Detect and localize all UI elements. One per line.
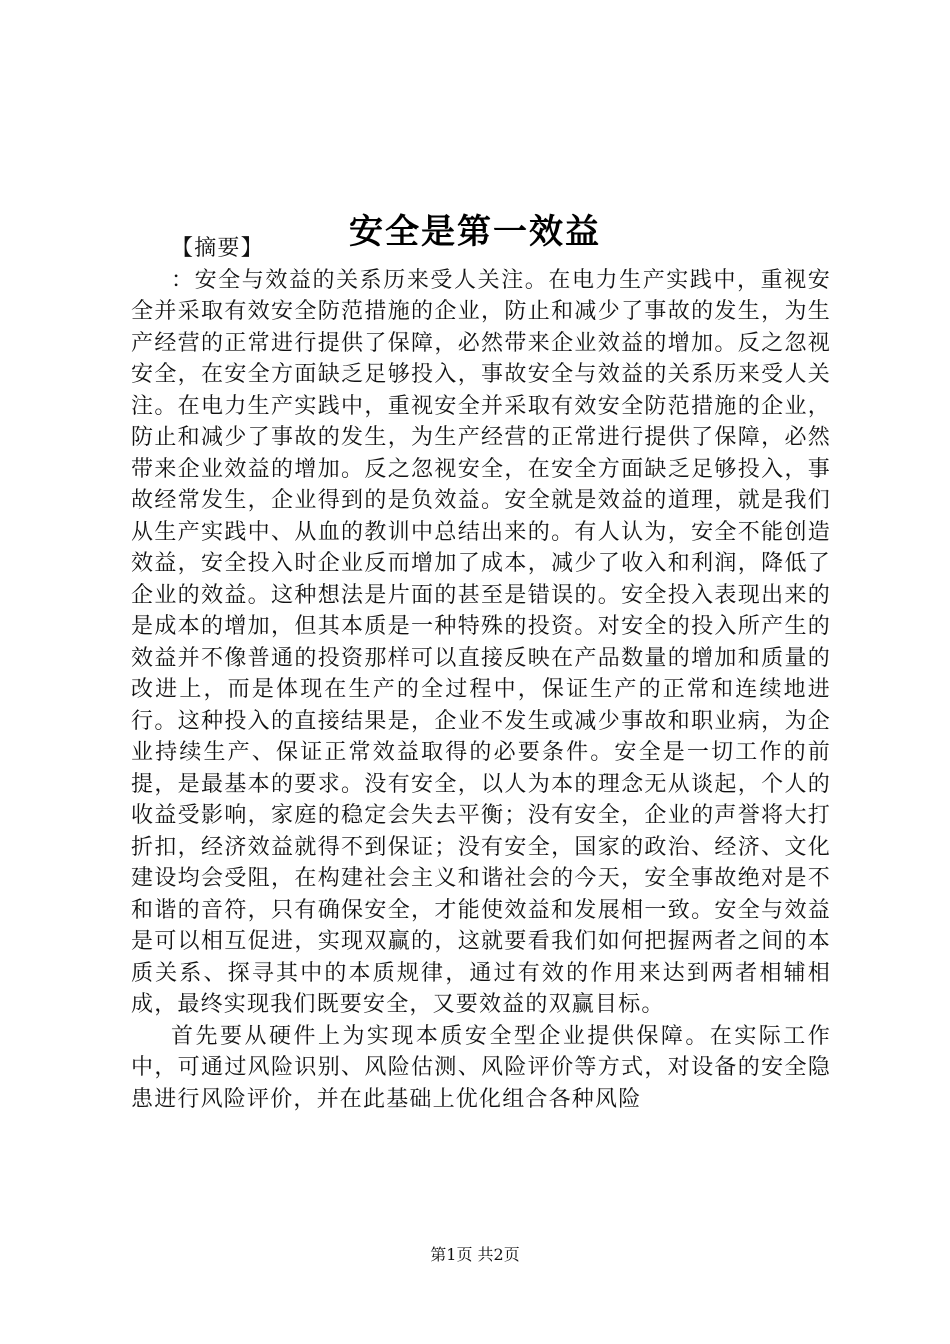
abstract-heading: 【摘要】 bbox=[171, 236, 264, 261]
document-body bbox=[131, 233, 831, 1115]
page-footer: 第1页 共2页 bbox=[430, 1245, 520, 1264]
document-title: 安全是第一效益 bbox=[349, 211, 601, 252]
paragraph-hardware: 首先要从硬件上为实现本质安全型企业提供保障。在实际工作中，可通过风险识别、风险估测、风险评价等方式，对设备的安全隐患进行风险评价，并在此基础上优化组合各种风险 bbox=[131, 1023, 831, 1112]
paragraph-abstract: ：安全与效益的关系历来受人关注。在电力生产实践中，重视安全并采取有效安全防范措施的企业，防止和减少了事故的发生，为生产经营的正常进行提供了保障，必然带来企业效益的增加。反之忽视安全，在安全方面缺乏足够投入，事故安全与效益的关系历来受人关注。在电力生产实践中，重视安全并采取有效安全防范措施的企业，防止和减少了事故的发生，为生产经营的正常进行提供了保障，必然带来企业效益的增加。反之忽视安全，在安全方面缺乏足够投入，事故经常发生，企业得到的是负效益。安全就是效益的道理，就是我们从生产实践中、从血的教训中总结出来的。有人认为，安全不能创造效益，安全投入时企业反而增加了成本，减少了收入和利润，降低了企业的效益。这种想法是片面的甚至是错误的。安全投入表现出来的是成本的增加，但其本质是一种特殊的投资。对安全的投入所产生的效益并不像普通的投资那样可以直接反映在产品数量的增加和质量的改进上，而是体现在生产的全过程中，保证生产的正常和连续地进行。这种投入的直接结果是，企业不发生或减少事故和职业病，为企业持续生产、保证正常效益取得的必要条件。安全是一切工作的前提，是最基本的要求。没有安全，以人为本的理念无从谈起，个人的收益受影响，家庭的稳定会失去平衡；没有安全，企业的声誉将大打折扣，经济效益就得不到保证；没有安全，国家的政治、经济、文化建设均会受阻，在构建社会主义和谐社会的今天，安全事故绝对是不和谐的音符，只有确保安全，才能使效益和发展相一致。安全与效益是可以相互促进，实现双赢的，这就要看我们如何把握两者之间的本质关系、探寻其中的本质规律，通过有效的作用来达到两者相辅相成，最终实现我们既要安全，又要效益的双赢目标。 bbox=[131, 267, 831, 1017]
